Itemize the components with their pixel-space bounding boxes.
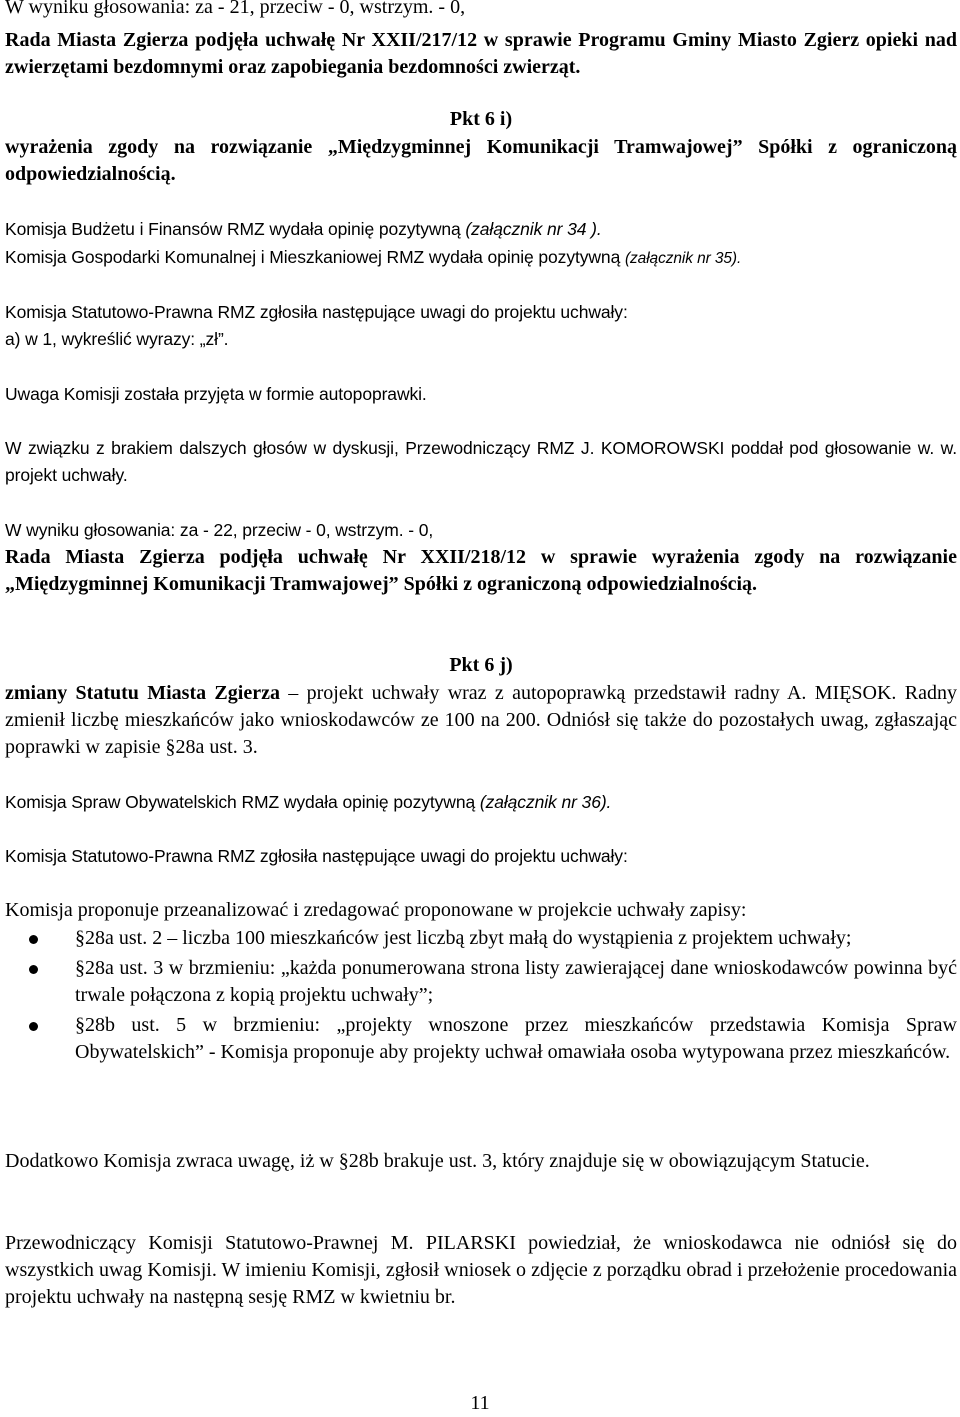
komisja-budzetu-opinion: [5, 216, 602, 243]
komisja-gospodarki-opinion: [5, 244, 741, 272]
bullet-icon: [29, 965, 38, 974]
list-item-text: §28b ust. 5 w brzmieniu: „projekty wnoszone przez mieszkańców przedstawia Komisja Spraw Obywatelskich” - Komisja proponuje aby projekty uchwał omawiała osoba wytypowana przez mieszkańców.: [75, 1014, 957, 1063]
bullet-icon: [29, 1022, 38, 1031]
attachment-36-ref: (załącznik nr 36).: [479, 792, 612, 812]
pkt-6j-paragraph: [5, 680, 957, 761]
vote-result-1: W wyniku głosowania: za - 21, przeciw - 0, wstrzym. - 0,: [5, 0, 466, 18]
list-item: [5, 1012, 957, 1066]
chairman-statement: Przewodniczący Komisji Statutowo-Prawnej M. PILARSKI powiedział, że wnioskodawca nie odniósł się do wszystkich uwag Komisji. W imieniu Komisji, zgłosił wniosek o zdjęcie z porządku obrad i przełożenie procedowania projektu uchwały na następną sesję RMZ w kwietniu br.: [5, 1232, 957, 1308]
list-item: [5, 955, 957, 1009]
komisja-budzetu-text: Komisja Budżetu i Finansów RMZ wydała opinię pozytywną: [5, 219, 461, 239]
komisja-proponuje: Komisja proponuje przeanalizować i zredagować proponowane w projekcie uchwały zapisy:: [5, 899, 747, 921]
attachment-34-ref: (załącznik nr 34 ).: [465, 219, 602, 239]
pkt-6j-text: – projekt uchwały wraz z autopoprawką przedstawił radny A. MIĘSOK. Radny zmienił liczbę mieszkańców jako wnioskodawców ze 100 na 200. Odniósł się także do pozostałych uwag, zgłaszając poprawki w zapisie §28a ust. 3.: [5, 682, 957, 758]
statutowo-prawna-remarks-2: Komisja Statutowo-Prawna RMZ zgłosiła następujące uwagi do projektu uchwały:: [5, 846, 628, 866]
pkt-6j-title: zmiany Statutu Miasta Zgierza: [5, 682, 280, 704]
vote-result-2: W wyniku głosowania: za - 22, przeciw - 0, wstrzym. - 0,: [5, 520, 434, 540]
komisja-spraw-opinion: [5, 789, 611, 816]
statutowo-prawna-remarks-1: Komisja Statutowo-Prawna RMZ zgłosiła następujące uwagi do projektu uchwały:: [5, 302, 628, 322]
resolution-218: Rada Miasta Zgierza podjęła uchwałę Nr XXII/218/12 w sprawie wyrażenia zgody na rozwiązanie „Międzygminnej Komunikacji Tramwajowej” Spółki z ograniczoną odpowiedzialnością.: [5, 546, 957, 595]
attachment-35-ref: (załącznik nr 35).: [624, 250, 742, 267]
komisja-gospodarki-text: Komisja Gospodarki Komunalnej i Mieszkaniowej RMZ wydała opinię pozytywną: [5, 247, 621, 267]
bullet-icon: [29, 935, 38, 944]
list-item-text: §28a ust. 3 w brzmieniu: „każda ponumerowana strona listy zawierającej dane wnioskodawców powinna być trwale połączona z kopią projektu uchwały”;: [75, 957, 957, 1006]
pkt-6i-heading: Pkt 6 i): [449, 108, 513, 130]
remark-accepted: Uwaga Komisji została przyjęta w formie autopoprawki.: [5, 384, 427, 404]
komisja-spraw-text: Komisja Spraw Obywatelskich RMZ wydała opinię pozytywną: [5, 792, 476, 812]
list-item-text: §28a ust. 2 – liczba 100 mieszkańców jest liczbą zbyt małą do wystąpienia z projektem uchwały;: [75, 927, 852, 949]
pkt-6j-heading: Pkt 6 j): [449, 654, 513, 676]
additional-remark: Dodatkowo Komisja zwraca uwagę, iż w §28b brakuje ust. 3, który znajduje się w obowiązującym Statucie.: [5, 1150, 870, 1172]
page-number: 11: [470, 1392, 490, 1414]
vote-call: W związku z brakiem dalszych głosów w dyskusji, Przewodniczący RMZ J. KOMOROWSKI poddał pod głosowanie w. w. projekt uchwały.: [5, 438, 957, 485]
remark-a: a) w 1, wykreślić wyrazy: „zł”.: [5, 329, 229, 349]
resolution-217: Rada Miasta Zgierza podjęła uchwałę Nr XXII/217/12 w sprawie Programu Gminy Miasto Zgierz opieki nad zwierzętami bezdomnymi oraz zapobiegania bezdomności zwierząt.: [5, 29, 957, 78]
list-item: [5, 925, 957, 952]
pkt-6i-title: wyrażenia zgody na rozwiązanie „Międzygminnej Komunikacji Tramwajowej” Spółki z ograniczoną odpowiedzialnością.: [5, 136, 957, 185]
proposed-changes-list: [5, 925, 957, 1066]
